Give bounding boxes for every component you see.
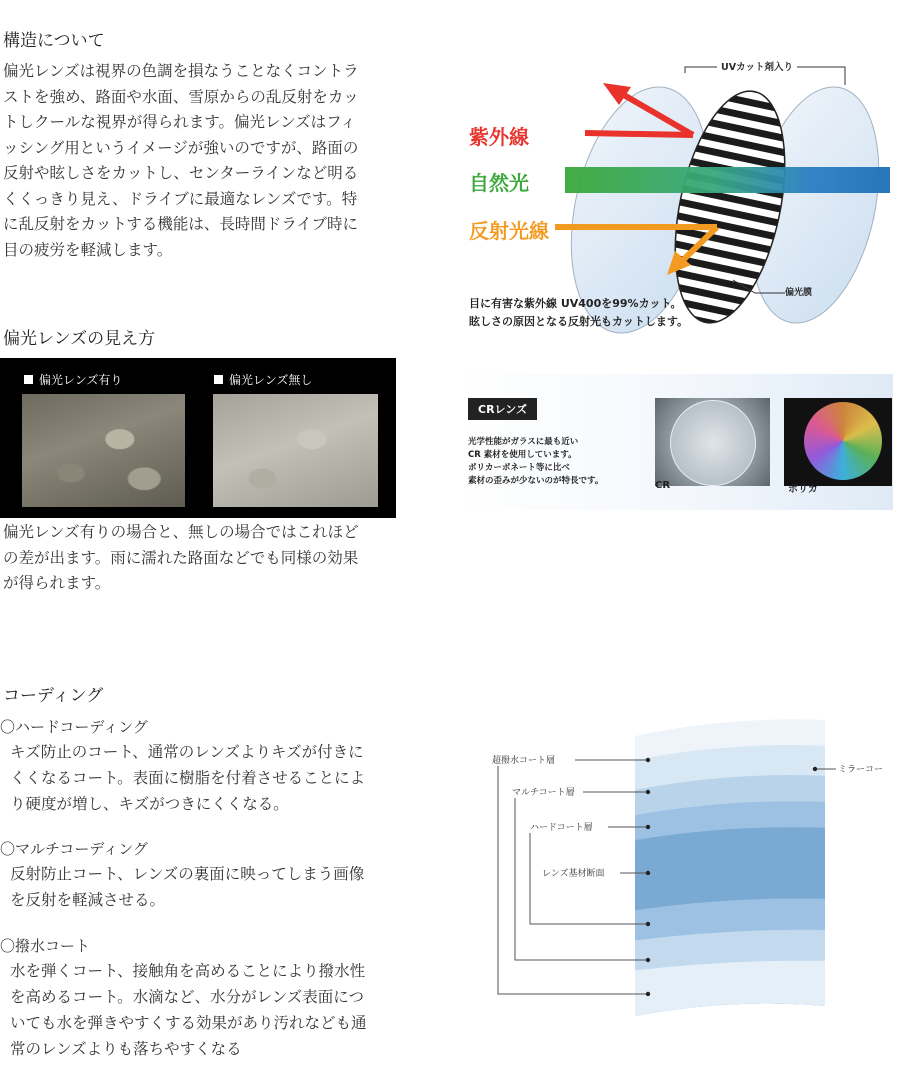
structure-heading: 構造について — [3, 31, 105, 51]
water-coat-text: 水を弾くコート、接触角を高めることにより撥水性 を高めるコート。水滴など、水分がレンズ表面につ いても水を弾きやすくする効果があり汚れなども通 常のレンズよりも落ちやすくなる — [10, 962, 367, 1058]
coating-heading: コーディング — [3, 686, 104, 706]
diagram-caption-2: 眩しさの原因となる反射光もカットします。 — [469, 315, 689, 328]
water-repellent-layer-label: 超撥水コート層 — [490, 753, 557, 766]
comparison-photos — [0, 358, 396, 518]
polycarbonate-caption: ポリカ — [788, 484, 818, 495]
structure-text: 偏光レンズは視界の色調を損なうことなくコントラ ストを強め、路面や水面、雪原からの乱反射をカッ トしクールな視界が得られます。偏光レンズはフィ ッシング用というイメージが強いのですが、路面の 反射や眩しさをカットし、センターラインなど明る くくっきり見え、ドライブに最適なレンズです。特 に乱反射をカットする機能は、長時間ドライブ時に 目の疲労を軽減します。 — [3, 62, 359, 259]
mirror-coat-label: ミラーコー — [838, 765, 884, 775]
water-coat-title: 〇撥水コート — [0, 937, 91, 955]
coating-layers-diagram — [480, 716, 910, 1016]
cr-lens-panel — [455, 374, 893, 510]
view-text: 偏光レンズ有りの場合と、無しの場合ではこれほど の差が出ます。雨に濡れた路面などでも同様の効果 が得られます。 — [3, 523, 359, 592]
cr-caption: CR — [655, 480, 671, 491]
photo-with-label: 偏光レンズ有り — [24, 371, 122, 388]
hard-coat-text: キズ防止のコート、通常のレンズよりキズが付きに くくなるコート。表面に樹脂を付着させることによ り硬度が増し、キズがつきにくくなる。 — [10, 743, 366, 813]
diagram-caption-1: 目に有害な紫外線 UV400を99%カット。 — [469, 297, 682, 310]
multi-coat-text: 反射防止コート、レンズの裏面に映ってしまう画像 を反射を軽減させる。 — [10, 865, 365, 909]
photo-without-polarized — [213, 394, 378, 507]
polycarbonate-sample-image — [784, 398, 892, 486]
polarizing-film-label: 偏光膜 — [785, 288, 813, 298]
multi-coat-title: 〇マルチコーディング — [0, 840, 148, 858]
reflected-light-label: 反射光線 — [469, 219, 549, 243]
cr-sample-image — [655, 398, 770, 486]
lens-base-label: レンズ基材断面 — [540, 866, 607, 879]
cr-lens-description: 光学性能がガラスに最も近い CR 素材を使用しています。 ポリカーボネート等に比べ 素材の歪みが少ないのが特長です。 — [468, 437, 604, 486]
view-heading: 偏光レンズの見え方 — [3, 329, 156, 349]
cr-lens-tag: CRレンズ — [468, 398, 537, 420]
uv-cut-label: UVカット剤入り — [717, 59, 797, 73]
hard-coat-layer-label: ハードコート層 — [528, 820, 595, 833]
natural-light-label: 自然光 — [469, 171, 529, 195]
hard-coat-title: 〇ハードコーディング — [0, 718, 148, 736]
polarized-lens-diagram — [455, 55, 905, 345]
photo-without-label: 偏光レンズ無し — [214, 371, 312, 388]
multi-coat-layer-label: マルチコート層 — [510, 785, 577, 798]
uv-ray-label: 紫外線 — [469, 125, 529, 149]
photo-with-polarized — [22, 394, 185, 507]
